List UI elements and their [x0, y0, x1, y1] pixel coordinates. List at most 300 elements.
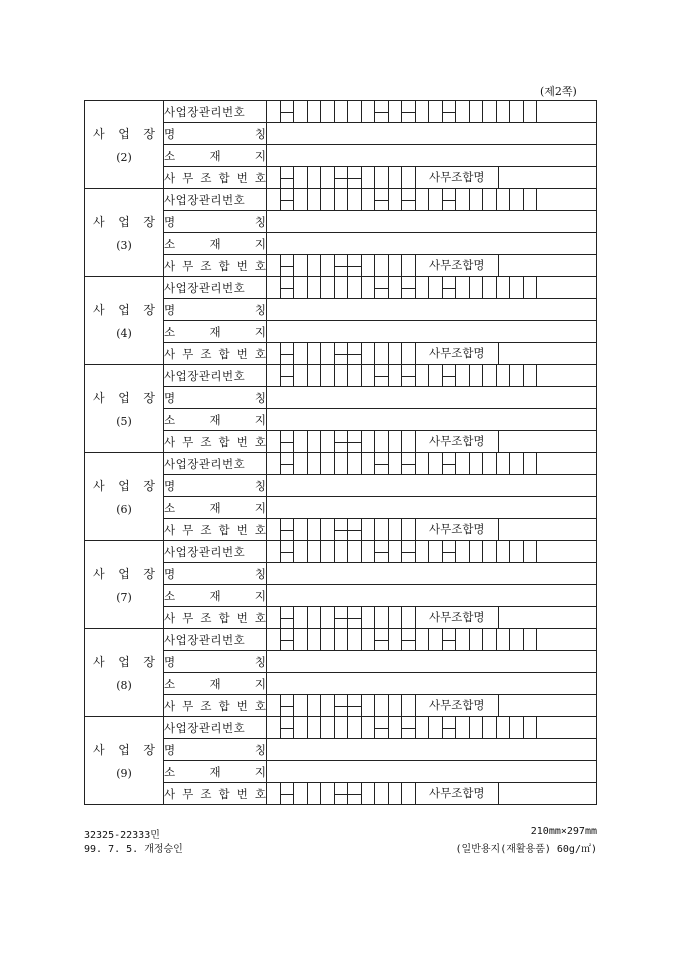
digit-box[interactable] — [483, 277, 497, 298]
digit-box[interactable] — [389, 167, 403, 188]
digit-box[interactable] — [524, 453, 538, 474]
management-number-text: 사업장관리번호 — [164, 280, 246, 295]
digit-box[interactable] — [294, 431, 308, 452]
digit-box[interactable] — [321, 519, 335, 540]
name-field[interactable] — [267, 563, 597, 585]
digit-box[interactable] — [308, 365, 322, 386]
digit-box[interactable] — [321, 541, 335, 562]
digit-box[interactable] — [389, 189, 403, 210]
digit-box[interactable] — [294, 519, 308, 540]
digit-box[interactable] — [321, 277, 335, 298]
union-name-field[interactable] — [499, 167, 596, 188]
digit-box[interactable] — [524, 101, 538, 122]
digit-separator-box[interactable] — [281, 365, 295, 386]
digit-box[interactable] — [294, 277, 308, 298]
digit-box[interactable] — [389, 607, 403, 628]
digit-box[interactable] — [267, 519, 281, 540]
location-field[interactable] — [267, 145, 597, 167]
digit-box[interactable] — [362, 343, 376, 364]
digit-box[interactable] — [362, 453, 376, 474]
digit-box[interactable] — [267, 167, 281, 188]
digit-box[interactable] — [429, 541, 443, 562]
digit-box[interactable] — [321, 431, 335, 452]
digit-box[interactable] — [335, 189, 349, 210]
digit-box[interactable] — [308, 255, 322, 276]
digit-box[interactable] — [470, 717, 484, 738]
digit-box[interactable] — [321, 783, 335, 804]
digit-box[interactable] — [429, 453, 443, 474]
digit-box[interactable] — [267, 277, 281, 298]
management-number-field[interactable] — [267, 541, 597, 563]
digit-separator-box[interactable] — [281, 695, 295, 716]
digit-box[interactable] — [321, 365, 335, 386]
digit-box[interactable] — [362, 101, 376, 122]
digit-box[interactable] — [294, 453, 308, 474]
location-field[interactable] — [267, 409, 597, 431]
digit-separator-box[interactable] — [348, 343, 362, 364]
digit-box[interactable] — [308, 541, 322, 562]
digit-box[interactable] — [416, 629, 430, 650]
digit-box[interactable] — [524, 277, 538, 298]
digit-box[interactable] — [402, 255, 416, 276]
digit-box[interactable] — [362, 277, 376, 298]
digit-box[interactable] — [308, 783, 322, 804]
digit-separator-box[interactable] — [281, 783, 295, 804]
digit-box[interactable] — [402, 343, 416, 364]
management-number-field[interactable] — [267, 717, 597, 739]
union-number-label-char: 사 — [164, 434, 176, 449]
location-label-char: 소 — [164, 676, 176, 691]
digit-separator-box[interactable] — [443, 365, 457, 386]
digit-separator-box[interactable] — [348, 431, 362, 452]
digit-box[interactable] — [321, 101, 335, 122]
location-field[interactable] — [267, 497, 597, 519]
digit-box[interactable] — [321, 453, 335, 474]
digit-box[interactable] — [375, 519, 389, 540]
union-number-field[interactable] — [267, 343, 597, 365]
digit-box[interactable] — [510, 101, 524, 122]
digit-separator-box[interactable] — [375, 365, 389, 386]
digit-box[interactable] — [429, 629, 443, 650]
digit-box[interactable] — [456, 101, 470, 122]
digit-separator-box[interactable] — [443, 189, 457, 210]
name-label-char: 칭 — [254, 214, 266, 229]
location-field[interactable] — [267, 761, 597, 783]
location-field[interactable] — [267, 321, 597, 343]
digit-separator-box[interactable] — [443, 629, 457, 650]
digit-separator-box[interactable] — [402, 717, 416, 738]
digit-separator-box[interactable] — [348, 695, 362, 716]
digit-separator-box[interactable] — [335, 783, 349, 804]
digit-separator-box[interactable] — [375, 717, 389, 738]
section-title — [85, 301, 163, 318]
digit-box[interactable] — [456, 365, 470, 386]
digit-box[interactable] — [335, 453, 349, 474]
digit-box[interactable] — [362, 541, 376, 562]
digit-box[interactable] — [362, 629, 376, 650]
digit-box[interactable] — [321, 343, 335, 364]
management-number-field[interactable] — [267, 101, 597, 123]
digit-box[interactable] — [524, 629, 538, 650]
digit-box[interactable] — [362, 607, 376, 628]
digit-box[interactable] — [456, 717, 470, 738]
digit-separator-box[interactable] — [375, 189, 389, 210]
digit-box[interactable] — [308, 101, 322, 122]
digit-box[interactable] — [267, 431, 281, 452]
location-label — [164, 321, 267, 343]
digit-box[interactable] — [348, 101, 362, 122]
digit-separator-box[interactable] — [402, 277, 416, 298]
union-number-field[interactable] — [267, 695, 597, 717]
union-number-field[interactable] — [267, 607, 597, 629]
union-number-label-char: 조 — [200, 346, 212, 361]
location-label-char: 재 — [209, 412, 221, 427]
digit-box[interactable] — [348, 365, 362, 386]
union-number-field[interactable] — [267, 519, 597, 541]
digit-box[interactable] — [402, 783, 416, 804]
union-number-field[interactable] — [267, 431, 597, 453]
digit-box[interactable] — [470, 189, 484, 210]
digit-separator-box[interactable] — [375, 101, 389, 122]
digit-box[interactable] — [294, 629, 308, 650]
digit-box[interactable] — [497, 541, 511, 562]
digit-separator-box[interactable] — [281, 101, 295, 122]
union-number-field[interactable] — [267, 167, 597, 189]
digit-box[interactable] — [497, 101, 511, 122]
digit-box[interactable] — [294, 695, 308, 716]
digit-box[interactable] — [321, 255, 335, 276]
union-name-field[interactable] — [499, 343, 596, 364]
digit-box[interactable] — [321, 717, 335, 738]
digit-box[interactable] — [470, 101, 484, 122]
digit-box[interactable] — [308, 717, 322, 738]
digit-box[interactable] — [429, 365, 443, 386]
location-field[interactable] — [267, 233, 597, 255]
digit-box[interactable] — [267, 783, 281, 804]
digit-box[interactable] — [294, 607, 308, 628]
digit-separator-box[interactable] — [443, 541, 457, 562]
digit-box[interactable] — [402, 519, 416, 540]
digit-box[interactable] — [267, 255, 281, 276]
digit-box[interactable] — [456, 277, 470, 298]
union-name-field[interactable] — [499, 519, 596, 540]
digit-box[interactable] — [456, 453, 470, 474]
digit-box[interactable] — [389, 343, 403, 364]
digit-box[interactable] — [267, 453, 281, 474]
digit-box[interactable] — [470, 629, 484, 650]
digit-box[interactable] — [267, 541, 281, 562]
digit-box[interactable] — [294, 343, 308, 364]
digit-box[interactable] — [362, 783, 376, 804]
digit-box[interactable] — [402, 431, 416, 452]
digit-box[interactable] — [375, 255, 389, 276]
digit-separator-box[interactable] — [348, 519, 362, 540]
digit-separator-box[interactable] — [281, 607, 295, 628]
name-field[interactable] — [267, 651, 597, 673]
digit-box[interactable] — [389, 453, 403, 474]
digit-box[interactable] — [348, 453, 362, 474]
digit-box[interactable] — [362, 255, 376, 276]
digit-box[interactable] — [470, 453, 484, 474]
digit-box[interactable] — [416, 541, 430, 562]
location-field[interactable] — [267, 673, 597, 695]
digit-box[interactable] — [470, 541, 484, 562]
digit-box[interactable] — [294, 365, 308, 386]
management-number-field[interactable] — [267, 365, 597, 387]
digit-box[interactable] — [429, 101, 443, 122]
digit-box[interactable] — [429, 717, 443, 738]
digit-box[interactable] — [308, 519, 322, 540]
union-number-field[interactable] — [267, 255, 597, 277]
digit-box[interactable] — [267, 629, 281, 650]
digit-separator-box[interactable] — [335, 431, 349, 452]
digit-separator-box[interactable] — [402, 101, 416, 122]
digit-separator-box[interactable] — [443, 277, 457, 298]
digit-box[interactable] — [321, 629, 335, 650]
digit-separator-box[interactable] — [335, 343, 349, 364]
digit-box[interactable] — [524, 365, 538, 386]
digit-box[interactable] — [294, 167, 308, 188]
management-number-field[interactable] — [267, 629, 597, 651]
digit-box[interactable] — [389, 629, 403, 650]
digit-box[interactable] — [362, 189, 376, 210]
digit-box[interactable] — [389, 717, 403, 738]
digit-box[interactable] — [402, 607, 416, 628]
digit-separator-box[interactable] — [375, 453, 389, 474]
digit-box[interactable] — [321, 695, 335, 716]
digit-box[interactable] — [267, 607, 281, 628]
digit-box[interactable] — [402, 167, 416, 188]
digit-separator-box[interactable] — [348, 255, 362, 276]
digit-box[interactable] — [375, 783, 389, 804]
digit-separator-box[interactable] — [281, 189, 295, 210]
name-field[interactable] — [267, 211, 597, 233]
digit-box[interactable] — [456, 629, 470, 650]
digit-box[interactable] — [389, 365, 403, 386]
section-title — [85, 741, 163, 758]
digit-box[interactable] — [321, 607, 335, 628]
digit-box[interactable] — [416, 717, 430, 738]
digit-box[interactable] — [510, 453, 524, 474]
digit-box[interactable] — [335, 717, 349, 738]
digit-separator-box[interactable] — [281, 255, 295, 276]
digit-box[interactable] — [362, 167, 376, 188]
digit-box[interactable] — [267, 695, 281, 716]
digit-separator-box[interactable] — [402, 365, 416, 386]
digit-box[interactable] — [483, 717, 497, 738]
digit-box[interactable] — [348, 717, 362, 738]
management-number-field[interactable] — [267, 189, 597, 211]
digit-box[interactable] — [483, 189, 497, 210]
digit-box[interactable] — [375, 167, 389, 188]
digit-box[interactable] — [375, 695, 389, 716]
digit-box[interactable] — [294, 101, 308, 122]
digit-separator-box[interactable] — [348, 607, 362, 628]
digit-separator-box[interactable] — [281, 541, 295, 562]
digit-box[interactable] — [456, 189, 470, 210]
digit-box[interactable] — [321, 167, 335, 188]
digit-box[interactable] — [510, 541, 524, 562]
digit-box[interactable] — [497, 629, 511, 650]
management-number-field[interactable] — [267, 453, 597, 475]
digit-box[interactable] — [308, 453, 322, 474]
digit-box[interactable] — [362, 365, 376, 386]
digit-box[interactable] — [267, 343, 281, 364]
digit-separator-box[interactable] — [402, 541, 416, 562]
digit-box[interactable] — [389, 783, 403, 804]
digit-box[interactable] — [362, 695, 376, 716]
digit-box[interactable] — [497, 717, 511, 738]
digit-separator-box[interactable] — [281, 167, 295, 188]
digit-box[interactable] — [389, 519, 403, 540]
digit-box[interactable] — [524, 717, 538, 738]
digit-box[interactable] — [510, 717, 524, 738]
digit-box[interactable] — [335, 101, 349, 122]
digit-box[interactable] — [389, 277, 403, 298]
digit-separator-box[interactable] — [375, 541, 389, 562]
digit-box[interactable] — [294, 255, 308, 276]
digit-box[interactable] — [402, 695, 416, 716]
digit-box[interactable] — [497, 189, 511, 210]
name-field[interactable] — [267, 387, 597, 409]
digit-box[interactable] — [321, 189, 335, 210]
digit-box[interactable] — [294, 717, 308, 738]
digit-box[interactable] — [375, 607, 389, 628]
location-field[interactable] — [267, 585, 597, 607]
digit-box[interactable] — [510, 277, 524, 298]
digit-box[interactable] — [267, 101, 281, 122]
digit-separator-box[interactable] — [443, 453, 457, 474]
digit-separator-box[interactable] — [281, 629, 295, 650]
digit-box[interactable] — [416, 277, 430, 298]
section-title — [85, 653, 163, 670]
digit-box[interactable] — [375, 343, 389, 364]
digit-box[interactable] — [348, 541, 362, 562]
union-number-label-char: 무 — [182, 522, 194, 537]
digit-box[interactable] — [335, 365, 349, 386]
digit-box[interactable] — [267, 365, 281, 386]
digit-box[interactable] — [335, 277, 349, 298]
digit-separator-box[interactable] — [281, 519, 295, 540]
digit-separator-box[interactable] — [348, 167, 362, 188]
digit-box[interactable] — [348, 629, 362, 650]
digit-box[interactable] — [389, 431, 403, 452]
digit-box[interactable] — [294, 541, 308, 562]
digit-box[interactable] — [497, 453, 511, 474]
digit-box[interactable] — [267, 189, 281, 210]
union-name-field[interactable] — [499, 695, 596, 716]
digit-box[interactable] — [497, 365, 511, 386]
digit-box[interactable] — [362, 431, 376, 452]
name-field[interactable] — [267, 299, 597, 321]
digit-box[interactable] — [497, 277, 511, 298]
digit-separator-box[interactable] — [281, 277, 295, 298]
digit-box[interactable] — [429, 277, 443, 298]
union-number-field[interactable] — [267, 783, 597, 805]
digit-box[interactable] — [429, 189, 443, 210]
name-field[interactable] — [267, 123, 597, 145]
digit-separator-box[interactable] — [281, 717, 295, 738]
digit-separator-box[interactable] — [375, 277, 389, 298]
digit-separator-box[interactable] — [443, 717, 457, 738]
union-name-field[interactable] — [499, 431, 596, 452]
digit-box[interactable] — [510, 189, 524, 210]
digit-separator-box[interactable] — [402, 189, 416, 210]
digit-box[interactable] — [524, 541, 538, 562]
union-name-field[interactable] — [499, 783, 596, 804]
digit-separator-box[interactable] — [348, 783, 362, 804]
digit-box[interactable] — [267, 717, 281, 738]
digit-box[interactable] — [416, 101, 430, 122]
digit-box[interactable] — [483, 541, 497, 562]
union-name-field[interactable] — [499, 607, 596, 628]
management-number-field[interactable] — [267, 277, 597, 299]
name-field[interactable] — [267, 739, 597, 761]
digit-separator-box[interactable] — [335, 167, 349, 188]
digit-separator-box[interactable] — [281, 431, 295, 452]
digit-box[interactable] — [362, 717, 376, 738]
union-number-label-char: 무 — [182, 258, 194, 273]
digit-separator-box[interactable] — [402, 453, 416, 474]
digit-box[interactable] — [389, 541, 403, 562]
digit-separator-box[interactable] — [335, 255, 349, 276]
digit-box[interactable] — [416, 189, 430, 210]
digit-box[interactable] — [416, 453, 430, 474]
digit-box[interactable] — [308, 629, 322, 650]
digit-separator-box[interactable] — [335, 695, 349, 716]
digit-box[interactable] — [375, 431, 389, 452]
digit-box[interactable] — [294, 783, 308, 804]
digit-box[interactable] — [389, 255, 403, 276]
digit-box[interactable] — [308, 189, 322, 210]
digit-box[interactable] — [389, 101, 403, 122]
digit-separator-box[interactable] — [375, 629, 389, 650]
digit-box[interactable] — [335, 629, 349, 650]
digit-box[interactable] — [510, 629, 524, 650]
name-field[interactable] — [267, 475, 597, 497]
digit-box[interactable] — [362, 519, 376, 540]
digit-box[interactable] — [470, 277, 484, 298]
digit-box[interactable] — [348, 189, 362, 210]
digit-box[interactable] — [483, 629, 497, 650]
digit-box[interactable] — [389, 695, 403, 716]
digit-box[interactable] — [308, 695, 322, 716]
digit-separator-box[interactable] — [281, 453, 295, 474]
digit-separator-box[interactable] — [335, 607, 349, 628]
digit-separator-box[interactable] — [281, 343, 295, 364]
digit-box[interactable] — [308, 343, 322, 364]
digit-box[interactable] — [524, 189, 538, 210]
digit-box[interactable] — [483, 453, 497, 474]
digit-box[interactable] — [348, 277, 362, 298]
digit-box[interactable] — [294, 189, 308, 210]
digit-box[interactable] — [308, 607, 322, 628]
digit-box[interactable] — [308, 431, 322, 452]
digit-box[interactable] — [456, 541, 470, 562]
digit-box[interactable] — [308, 167, 322, 188]
digit-box[interactable] — [510, 365, 524, 386]
digit-box[interactable] — [308, 277, 322, 298]
digit-separator-box[interactable] — [443, 101, 457, 122]
digit-box[interactable] — [483, 101, 497, 122]
union-name-field[interactable] — [499, 255, 596, 276]
digit-box[interactable] — [335, 541, 349, 562]
digit-box[interactable] — [470, 365, 484, 386]
digit-separator-box[interactable] — [335, 519, 349, 540]
digit-separator-box[interactable] — [402, 629, 416, 650]
digit-box[interactable] — [483, 365, 497, 386]
digit-box[interactable] — [416, 365, 430, 386]
